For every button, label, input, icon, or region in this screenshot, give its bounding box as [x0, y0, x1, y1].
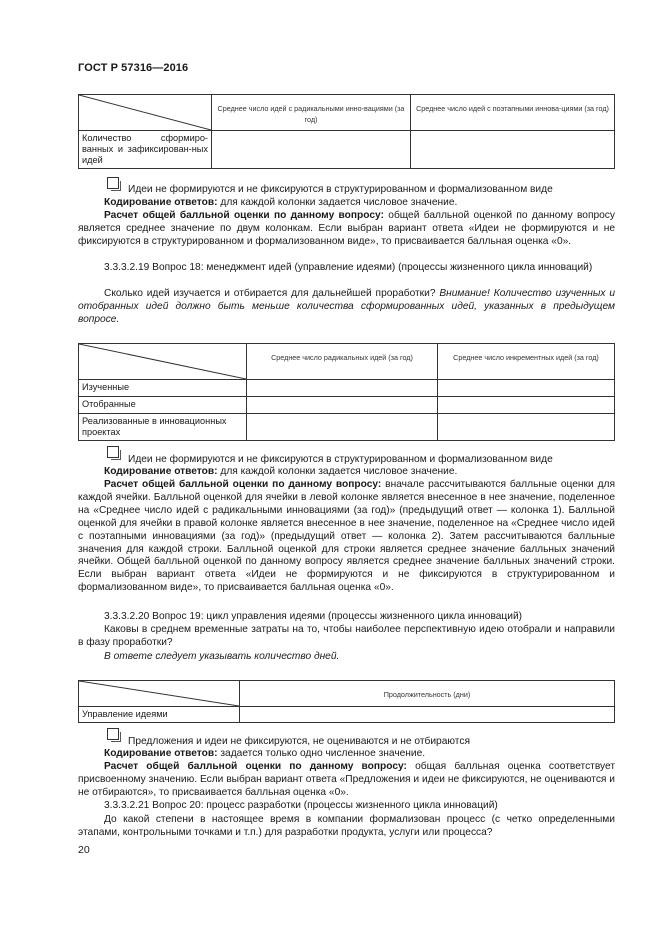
row-label: Управление идеями	[79, 707, 240, 723]
calc-label: Расчет общей балльной оценки по данному вопросу:	[104, 761, 407, 772]
table-corner-cell	[79, 681, 240, 707]
checkbox[interactable]	[107, 728, 119, 740]
column-header: Среднее число идей с поэтапными иннова-циями (за год)	[411, 95, 615, 131]
coding-label: Кодирование ответов:	[104, 748, 218, 759]
calc-label: Расчет общей балльной оценки по данному вопросу:	[104, 479, 382, 490]
input-cell[interactable]	[438, 380, 615, 397]
document-header: ГОСТ Р 57316—2016	[78, 62, 189, 74]
table-corner-cell	[79, 95, 212, 131]
calc-text: общая балльная оценка соответствует присвоенному значению. Если выбран вариант ответа «Предложения и идеи не фиксируются, не оцениваются и не отбираются», то присваивается балльная оценка «0».	[78, 761, 615, 798]
section-heading: 3.3.3.2.19 Вопрос 18: менеджмент идей (управление идеями) (процессы жизненного цикла инноваций)	[104, 262, 593, 273]
question-note: Внимание! Количество изученных и отобранных идей должно быть меньше количества сформированных идей, указанных в предыдущем вопросе.	[78, 288, 615, 325]
section-heading: 3.3.3.2.21 Вопрос 20: процесс разработки (процессы жизненного цикла инноваций)	[104, 800, 498, 811]
checkbox-label: Идеи не формируются и не фиксируются в структурированном и формализованном виде	[128, 184, 553, 195]
calc-paragraph	[78, 761, 615, 800]
coding-text: для каждой колонки задается числовое значение.	[217, 197, 458, 208]
question-paragraph: До какой степени в настоящее время в компании формализован процесс (с четко определенными этапами, контрольными точками и т.п.) для разработки продукта, услуги или процесса?	[78, 814, 615, 838]
calc-text: вначале рассчитываются балльные оценки для каждой ячейки. Балльной оценкой для ячейки в левой колонке является внесенное в нее значение, поделенное на «Среднее число идей с радикальными инновациями (за год)» (предыдущий ответ — колонка 1). Балльной оценкой для ячейки в правой колонке является внесенное в нее значение, поделенное на «Среднее число идей с поэтапными инновациями (за год)» (предыдущий ответ — колонка 2). Затем рассчитываются балльные значения для каждой строки. Балльной оценкой для строки является среднее значение балльных значений ячейки. Общей балльной оценкой по данному вопросу является среднее значение балльных значений строки. Если выбран вариант ответа «Идеи не формируются и не фиксируются в структурированном и формализованном виде», то присваивается балльная оценка «0».	[78, 479, 615, 594]
checkbox[interactable]	[107, 446, 119, 458]
row-label: Реализованные в инновационных проектах	[79, 414, 247, 441]
coding-label: Кодирование ответов:	[104, 466, 218, 477]
input-cell[interactable]	[438, 397, 615, 414]
calc-label: Расчет общей балльной оценки по данному вопросу:	[104, 210, 384, 221]
row-label: Количество сформиро-ванных и зафиксирован-ных идей	[79, 131, 212, 169]
calc-paragraph	[78, 479, 615, 595]
table-corner-cell	[79, 344, 247, 380]
input-cell[interactable]	[411, 131, 615, 169]
input-cell[interactable]	[240, 707, 615, 723]
input-cell[interactable]	[438, 414, 615, 441]
coding-text: для каждой колонки задается числовое значение.	[217, 466, 458, 477]
input-cell[interactable]	[247, 397, 438, 414]
coding-text: задается только одно численное значение.	[217, 748, 426, 759]
checkbox-label: Идеи не формируются и не фиксируются в структурированном и формализованном виде	[128, 454, 553, 465]
ideas-count-table	[78, 94, 615, 169]
coding-paragraph	[78, 748, 615, 761]
question-note: В ответе следует указывать количество дней.	[104, 651, 340, 662]
question-paragraph: Каковы в среднем временные затраты на то, чтобы наиболее перспективную идею отобрали и направили в фазу проработки?	[78, 624, 615, 648]
coding-paragraph	[78, 466, 615, 479]
section-heading: 3.3.3.2.20 Вопрос 19: цикл управления идеями (процессы жизненного цикла инноваций)	[104, 611, 523, 622]
row-label: Отобранные	[79, 397, 247, 414]
column-header: Продолжительность (дни)	[240, 681, 615, 707]
checkbox[interactable]	[107, 177, 119, 189]
page-number: 20	[78, 844, 90, 856]
column-header: Среднее число идей с радикальными инно-вациями (за год)	[212, 95, 411, 131]
calc-paragraph	[78, 210, 615, 249]
column-header: Среднее число радикальных идей (за год)	[247, 344, 438, 380]
coding-paragraph	[78, 197, 615, 210]
question-paragraph	[78, 288, 615, 327]
calc-text: общей балльной оценкой по данному вопросу является среднее значение по двум колонкам. Если выбран вариант ответа «Идеи не формируются и не фиксируются в структурированном и формализованном виде», то присваивается балльная оценка «0».	[78, 210, 615, 247]
input-cell[interactable]	[247, 380, 438, 397]
row-label: Изученные	[79, 380, 247, 397]
question-text: Сколько идей изучается и отбирается для дальнейшей проработки?	[104, 288, 440, 299]
duration-table	[78, 680, 615, 723]
column-header: Среднее число инкрементных идей (за год)	[438, 344, 615, 380]
input-cell[interactable]	[247, 414, 438, 441]
coding-label: Кодирование ответов:	[104, 197, 218, 208]
checkbox-label: Предложения и идеи не фиксируются, не оцениваются и не отбираются	[128, 736, 470, 747]
input-cell[interactable]	[212, 131, 411, 169]
ideas-selection-table	[78, 343, 615, 441]
